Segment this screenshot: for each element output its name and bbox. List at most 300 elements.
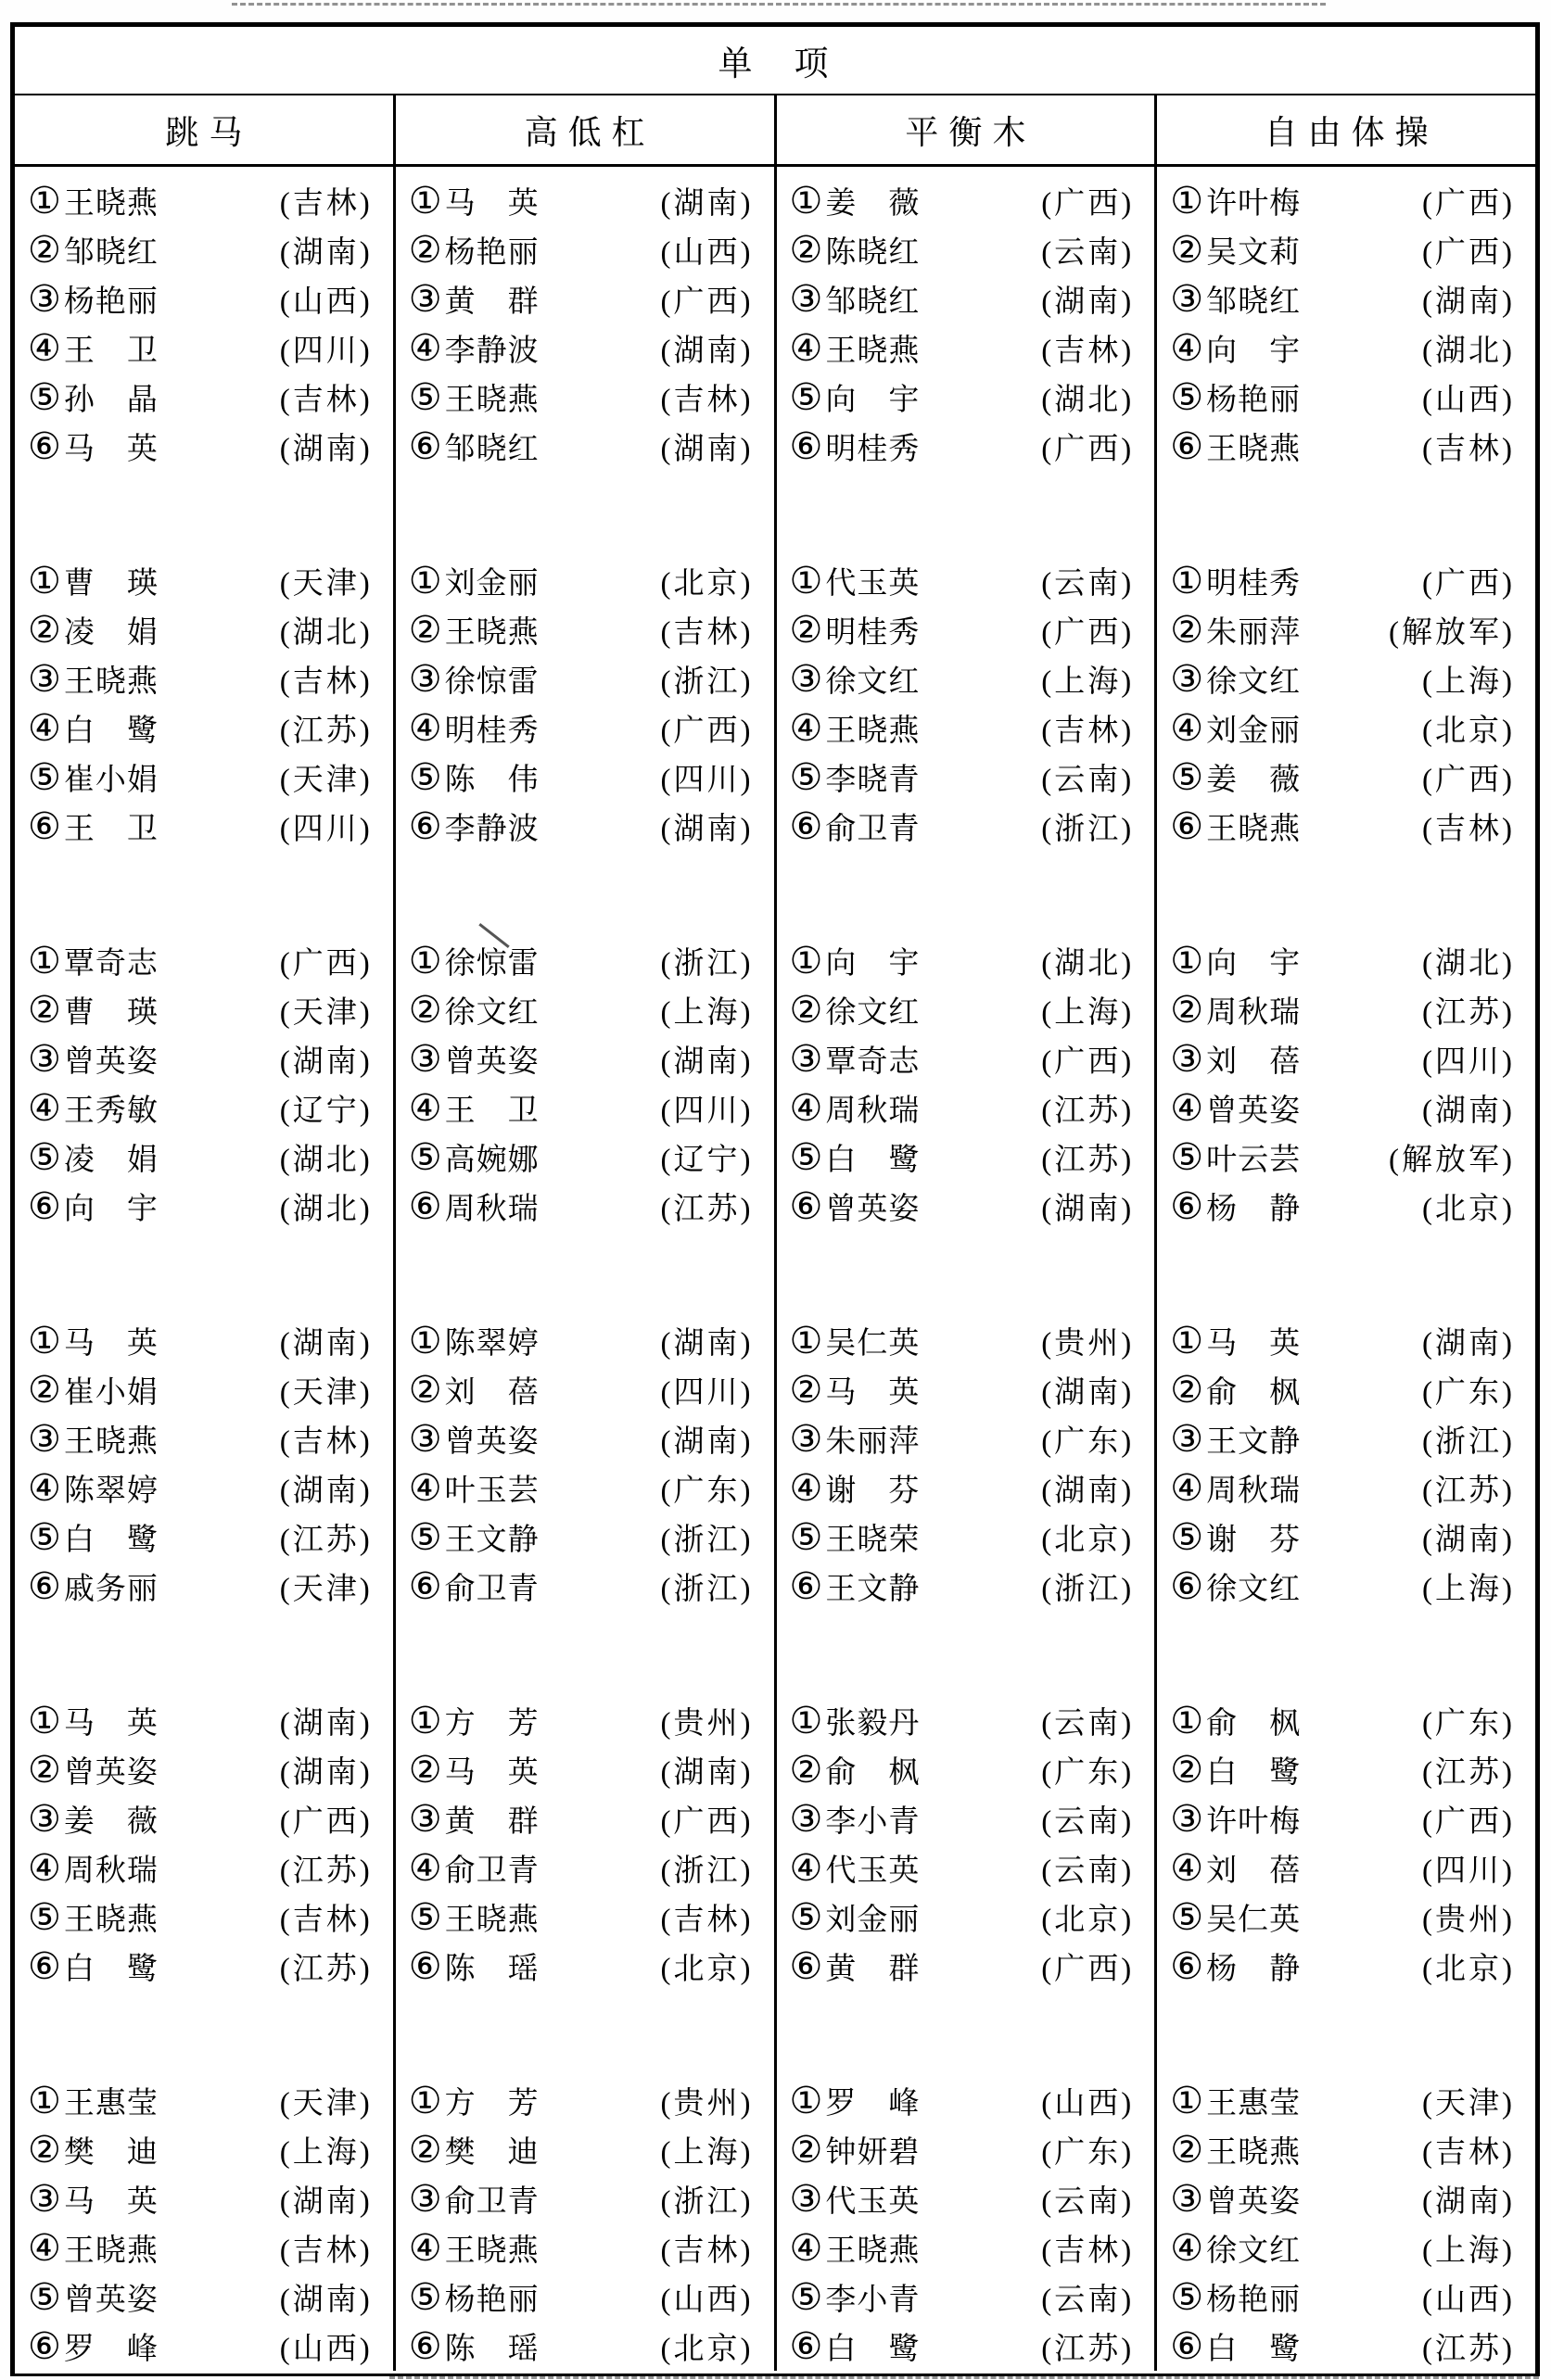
- athlete-team: (湖南): [279, 236, 373, 270]
- entry-row: [777, 556, 1155, 605]
- entry-rank-and-name: [1170, 1895, 1301, 1939]
- athlete-name: 白 鹭: [63, 1524, 159, 1557]
- athlete-team: (江苏): [1041, 1144, 1135, 1177]
- entry-row: [777, 1083, 1155, 1133]
- entry-row: [777, 753, 1155, 802]
- entry-rank-and-name: [790, 1895, 921, 1939]
- athlete-team: (北京): [1041, 1904, 1135, 1937]
- athlete-team: (湖南): [279, 433, 373, 466]
- rank-circled-number: ①: [28, 2079, 61, 2121]
- entry-group: [15, 176, 393, 471]
- rank-circled-number: ④: [28, 706, 61, 749]
- athlete-team: (广西): [1422, 236, 1515, 270]
- entry-row: [15, 176, 393, 225]
- entry-row: [396, 2272, 774, 2322]
- rank-circled-number: ①: [1170, 179, 1204, 222]
- entry-rank-and-name: [28, 2128, 159, 2171]
- athlete-team: (山西): [660, 236, 754, 270]
- entry-rank-and-name: [28, 1135, 159, 1179]
- rank-circled-number: ②: [28, 1748, 61, 1791]
- athlete-name: 徐文红: [444, 996, 540, 1030]
- athlete-name: 朱丽萍: [825, 1425, 921, 1459]
- entry-row: [1157, 274, 1535, 323]
- entry-row: [1157, 605, 1535, 654]
- athlete-team: (天津): [1422, 2087, 1515, 2120]
- entry-rank-and-name: [1170, 1846, 1301, 1890]
- entry-rank-and-name: [409, 2177, 540, 2221]
- athlete-name: 马 英: [444, 1756, 540, 1790]
- athlete-name: 方 芳: [444, 2087, 540, 2120]
- athlete-team: (湖北): [279, 616, 373, 650]
- rank-circled-number: ⑥: [789, 1944, 823, 1987]
- entry-rank-and-name: [409, 424, 540, 468]
- entry-row: [1157, 1133, 1535, 1182]
- entry-rank-and-name: [28, 1417, 159, 1461]
- athlete-name: 王 卫: [63, 813, 159, 846]
- entry-row: [777, 1942, 1155, 1991]
- athlete-name: 白 鹭: [63, 715, 159, 748]
- entry-row: [396, 802, 774, 851]
- athlete-team: (辽宁): [279, 1095, 373, 1128]
- athlete-team: (江苏): [1422, 996, 1515, 1030]
- entry-group: [396, 1696, 774, 1991]
- entry-rank-and-name: [409, 326, 540, 370]
- rank-circled-number: ④: [789, 706, 823, 749]
- entry-row: [1157, 2076, 1535, 2125]
- athlete-name: 白 鹭: [1206, 2333, 1302, 2366]
- athlete-name: 刘金丽: [1206, 715, 1302, 748]
- entry-row: [777, 2125, 1155, 2174]
- athlete-name: 周秋瑞: [825, 1095, 921, 1128]
- athlete-team: (广东): [1422, 1707, 1515, 1741]
- entry-rank-and-name: [28, 2177, 159, 2221]
- athlete-team: (上海): [1422, 665, 1515, 699]
- entry-rank-and-name: [1170, 424, 1301, 468]
- entry-rank-and-name: [1170, 2324, 1301, 2368]
- athlete-team: (湖南): [279, 1327, 373, 1361]
- athlete-name: 周秋瑞: [1206, 1475, 1302, 1508]
- athlete-name: 方 芳: [444, 1707, 540, 1741]
- athlete-name: 王晓燕: [63, 665, 159, 699]
- entry-row: [1157, 2223, 1535, 2272]
- entry-rank-and-name: [790, 559, 921, 602]
- entry-rank-and-name: [28, 2275, 159, 2319]
- entry-row: [15, 703, 393, 753]
- entry-rank-and-name: [409, 1368, 540, 1412]
- athlete-name: 俞 枫: [1206, 1376, 1302, 1410]
- rank-circled-number: ④: [789, 1846, 823, 1889]
- entry-row: [777, 176, 1155, 225]
- entry-rank-and-name: [1170, 326, 1301, 370]
- entry-row: [396, 323, 774, 373]
- entry-row: [396, 2125, 774, 2174]
- athlete-team: (湖南): [660, 187, 754, 221]
- entry-rank-and-name: [1170, 2226, 1301, 2270]
- athlete-team: (广东): [660, 1475, 754, 1508]
- rank-circled-number: ⑤: [789, 755, 823, 798]
- rank-circled-number: ⑥: [1170, 424, 1204, 467]
- athlete-team: (吉林): [1041, 715, 1135, 748]
- entry-rank-and-name: [790, 1699, 921, 1742]
- rank-circled-number: ⑤: [28, 1515, 61, 1558]
- athlete-name: 陈 伟: [444, 764, 540, 797]
- rank-circled-number: ③: [1170, 2177, 1204, 2220]
- entry-rank-and-name: [790, 2275, 921, 2319]
- entry-rank-and-name: [409, 559, 540, 602]
- entry-row: [777, 1843, 1155, 1893]
- athlete-team: (云南): [1041, 1707, 1135, 1741]
- entry-row: [396, 2322, 774, 2371]
- athlete-team: (广西): [1041, 433, 1135, 466]
- athlete-name: 陈翠婷: [444, 1327, 540, 1361]
- rank-circled-number: ③: [408, 1417, 442, 1460]
- athlete-name: 邹晓红: [63, 236, 159, 270]
- athlete-team: (山西): [279, 2333, 373, 2366]
- entry-row: [396, 274, 774, 323]
- entry-rank-and-name: [28, 706, 159, 750]
- entry-rank-and-name: [409, 1797, 540, 1841]
- rank-circled-number: ⑥: [408, 424, 442, 467]
- athlete-team: (四川): [279, 813, 373, 846]
- rank-circled-number: ④: [408, 326, 442, 369]
- scan-edge-artifact-top: [232, 3, 1326, 6]
- athlete-name: 徐文红: [825, 996, 921, 1030]
- entry-rank-and-name: [28, 277, 159, 321]
- athlete-team: (江苏): [279, 1855, 373, 1888]
- entry-row: [396, 2223, 774, 2272]
- entry-rank-and-name: [409, 939, 540, 982]
- athlete-name: 刘 蓓: [1206, 1045, 1302, 1079]
- entry-rank-and-name: [28, 755, 159, 799]
- entry-rank-and-name: [28, 1748, 159, 1791]
- rank-circled-number: ⑤: [28, 2275, 61, 2318]
- athlete-team: (上海): [1422, 2234, 1515, 2268]
- athlete-name: 邹晓红: [825, 285, 921, 319]
- rank-circled-number: ⑤: [28, 755, 61, 798]
- entry-row: [396, 654, 774, 703]
- athlete-name: 崔小娟: [63, 1376, 159, 1410]
- athlete-team: (云南): [1041, 1855, 1135, 1888]
- entry-row: [777, 2322, 1155, 2371]
- entry-rank-and-name: [28, 2079, 159, 2122]
- entry-row: [15, 1843, 393, 1893]
- entry-rank-and-name: [1170, 2128, 1301, 2171]
- athlete-name: 戚务丽: [63, 1573, 159, 1606]
- athlete-team: (天津): [279, 1573, 373, 1606]
- athlete-name: 姜 薇: [825, 187, 921, 221]
- athlete-name: 马 英: [444, 187, 540, 221]
- athlete-name: 王文静: [444, 1524, 540, 1557]
- entry-row: [1157, 373, 1535, 422]
- rank-circled-number: ④: [408, 706, 442, 749]
- athlete-name: 俞卫青: [444, 2185, 540, 2219]
- athlete-name: 覃奇志: [63, 947, 159, 981]
- entry-row: [396, 985, 774, 1034]
- entry-row: [15, 1365, 393, 1414]
- athlete-name: 李静波: [444, 813, 540, 846]
- athlete-name: 凌 娟: [63, 1144, 159, 1177]
- athlete-team: (广西): [1041, 616, 1135, 650]
- athlete-name: 王晓燕: [63, 1904, 159, 1937]
- entry-row: [777, 985, 1155, 1034]
- athlete-team: (吉林): [660, 2234, 754, 2268]
- athlete-name: 姜 薇: [1206, 764, 1302, 797]
- rank-circled-number: ④: [28, 1466, 61, 1509]
- athlete-name: 樊 迪: [63, 2136, 159, 2170]
- entry-rank-and-name: [790, 1466, 921, 1510]
- athlete-team: (解放军): [1389, 616, 1515, 650]
- entry-row: [777, 1562, 1155, 1611]
- entry-rank-and-name: [409, 2226, 540, 2270]
- event-column-vault: [15, 167, 396, 2371]
- entry-row: [15, 373, 393, 422]
- entry-rank-and-name: [409, 755, 540, 799]
- entry-rank-and-name: [790, 755, 921, 799]
- athlete-name: 曹 瑛: [63, 996, 159, 1030]
- athlete-team: (湖北): [1041, 947, 1135, 981]
- athlete-name: 王晓燕: [444, 1904, 540, 1937]
- athlete-name: 徐文红: [1206, 665, 1302, 699]
- entry-group: [777, 1696, 1155, 1991]
- entry-row: [1157, 323, 1535, 373]
- entry-rank-and-name: [28, 608, 159, 652]
- athlete-name: 杨艳丽: [63, 285, 159, 319]
- athlete-team: (北京): [1422, 1193, 1515, 1226]
- entry-rank-and-name: [1170, 1135, 1301, 1179]
- column-header-uneven-bars: 高低杠: [396, 95, 777, 164]
- athlete-team: (湖北): [279, 1144, 373, 1177]
- rank-circled-number: ④: [1170, 2226, 1204, 2269]
- rank-circled-number: ④: [408, 1846, 442, 1889]
- athlete-name: 王晓燕: [825, 2234, 921, 2268]
- entry-group: [777, 936, 1155, 1231]
- rank-circled-number: ③: [789, 1037, 823, 1080]
- entry-row: [15, 936, 393, 985]
- athlete-name: 王晓燕: [444, 616, 540, 650]
- individual-events-table: [10, 22, 1540, 2376]
- entry-rank-and-name: [28, 179, 159, 222]
- athlete-team: (广东): [1041, 1756, 1135, 1790]
- entry-group: [777, 556, 1155, 851]
- athlete-team: (吉林): [279, 665, 373, 699]
- athlete-name: 马 英: [63, 1707, 159, 1741]
- entry-row: [396, 1083, 774, 1133]
- rank-circled-number: ⑤: [1170, 755, 1204, 798]
- athlete-team: (吉林): [1422, 433, 1515, 466]
- athlete-team: (四川): [660, 1376, 754, 1410]
- athlete-team: (湖南): [279, 1707, 373, 1741]
- entry-row: [1157, 802, 1535, 851]
- athlete-team: (浙江): [660, 1855, 754, 1888]
- entry-row: [15, 2174, 393, 2223]
- entry-row: [15, 1034, 393, 1083]
- entry-rank-and-name: [790, 657, 921, 701]
- entry-row: [1157, 1365, 1535, 1414]
- athlete-name: 刘金丽: [825, 1904, 921, 1937]
- athlete-name: 俞 枫: [1206, 1707, 1302, 1741]
- entry-rank-and-name: [409, 2275, 540, 2319]
- entry-rank-and-name: [790, 228, 921, 272]
- entry-row: [15, 1745, 393, 1794]
- rank-circled-number: ⑥: [28, 1564, 61, 1607]
- rank-circled-number: ④: [1170, 326, 1204, 369]
- athlete-name: 王晓燕: [444, 384, 540, 417]
- rank-circled-number: ②: [28, 1368, 61, 1411]
- athlete-name: 黄 群: [444, 1805, 540, 1839]
- entry-rank-and-name: [409, 706, 540, 750]
- athlete-team: (山西): [1422, 2284, 1515, 2317]
- athlete-team: (江苏): [1041, 2333, 1135, 2366]
- rank-circled-number: ③: [408, 2177, 442, 2220]
- entry-group: [396, 176, 774, 471]
- rank-circled-number: ③: [789, 277, 823, 320]
- athlete-name: 陈晓红: [825, 236, 921, 270]
- rank-circled-number: ④: [789, 2226, 823, 2269]
- entry-rank-and-name: [409, 2128, 540, 2171]
- athlete-team: (广西): [1422, 1805, 1515, 1839]
- athlete-team: (湖南): [1041, 1376, 1135, 1410]
- athlete-team: (江苏): [1041, 1095, 1135, 1128]
- entry-rank-and-name: [790, 179, 921, 222]
- athlete-name: 罗 峰: [63, 2333, 159, 2366]
- entry-group: [15, 1316, 393, 1611]
- athlete-team: (湖南): [279, 1756, 373, 1790]
- athlete-name: 向 宇: [825, 384, 921, 417]
- rank-circled-number: ①: [28, 1699, 61, 1741]
- athlete-name: 崔小娟: [63, 764, 159, 797]
- athlete-name: 俞卫青: [444, 1573, 540, 1606]
- entry-rank-and-name: [790, 2177, 921, 2221]
- entry-rank-and-name: [409, 1086, 540, 1130]
- entry-group: [777, 1316, 1155, 1611]
- athlete-team: (四川): [660, 1095, 754, 1128]
- entry-rank-and-name: [1170, 755, 1301, 799]
- event-column-floor-exercise: [1157, 167, 1535, 2371]
- athlete-team: (吉林): [660, 616, 754, 650]
- athlete-team: (广东): [1041, 1425, 1135, 1459]
- entry-rank-and-name: [409, 1417, 540, 1461]
- rank-circled-number: ①: [789, 939, 823, 981]
- entry-row: [1157, 1562, 1535, 1611]
- athlete-team: (广东): [1041, 2136, 1135, 2170]
- entry-group: [15, 1696, 393, 1991]
- entry-rank-and-name: [1170, 1466, 1301, 1510]
- rank-circled-number: ①: [1170, 939, 1204, 981]
- athlete-team: (山西): [1422, 384, 1515, 417]
- rank-circled-number: ⑥: [1170, 1564, 1204, 1607]
- athlete-team: (湖南): [660, 335, 754, 368]
- athlete-team: (吉林): [279, 1904, 373, 1937]
- entry-row: [777, 323, 1155, 373]
- athlete-team: (吉林): [1422, 813, 1515, 846]
- rank-circled-number: ⑤: [408, 2275, 442, 2318]
- athlete-team: (山西): [1041, 2087, 1135, 2120]
- entry-rank-and-name: [409, 1564, 540, 1608]
- entry-row: [15, 2272, 393, 2322]
- entry-row: [777, 1034, 1155, 1083]
- athlete-name: 罗 峰: [825, 2087, 921, 2120]
- entry-row: [15, 556, 393, 605]
- entry-group: [15, 556, 393, 851]
- entry-row: [1157, 225, 1535, 274]
- entry-rank-and-name: [409, 1699, 540, 1742]
- rank-circled-number: ③: [1170, 1417, 1204, 1460]
- athlete-name: 杨艳丽: [1206, 384, 1302, 417]
- rank-circled-number: ②: [1170, 608, 1204, 651]
- entry-row: [15, 274, 393, 323]
- entry-row: [15, 1794, 393, 1843]
- entry-rank-and-name: [790, 326, 921, 370]
- athlete-team: (山西): [660, 2284, 754, 2317]
- entry-row: [15, 1414, 393, 1463]
- rank-circled-number: ⑤: [28, 375, 61, 418]
- entry-rank-and-name: [1170, 1944, 1301, 1988]
- entry-row: [396, 753, 774, 802]
- rank-circled-number: ⑥: [408, 1944, 442, 1987]
- athlete-team: (天津): [279, 2087, 373, 2120]
- entry-row: [1157, 1942, 1535, 1991]
- entry-row: [396, 1414, 774, 1463]
- athlete-team: (湖南): [279, 1045, 373, 1079]
- athlete-name: 杨艳丽: [1206, 2284, 1302, 2317]
- rank-circled-number: ⑥: [408, 1184, 442, 1227]
- entry-rank-and-name: [790, 1086, 921, 1130]
- entry-row: [1157, 556, 1535, 605]
- athlete-name: 代玉英: [825, 1855, 921, 1888]
- rank-circled-number: ⑥: [408, 804, 442, 847]
- entry-row: [15, 1182, 393, 1231]
- rank-circled-number: ③: [408, 277, 442, 320]
- athlete-name: 徐惊雷: [444, 947, 540, 981]
- entry-rank-and-name: [790, 424, 921, 468]
- entry-row: [15, 1893, 393, 1942]
- athlete-team: (湖北): [1422, 335, 1515, 368]
- entry-row: [777, 1365, 1155, 1414]
- rank-circled-number: ④: [408, 2226, 442, 2269]
- rank-circled-number: ③: [789, 657, 823, 700]
- athlete-name: 黄 群: [825, 1953, 921, 1986]
- athlete-name: 覃奇志: [825, 1045, 921, 1079]
- rank-circled-number: ⑤: [789, 375, 823, 418]
- entry-rank-and-name: [790, 1944, 921, 1988]
- athlete-team: (吉林): [660, 384, 754, 417]
- athlete-name: 代玉英: [825, 567, 921, 601]
- entry-row: [1157, 1182, 1535, 1231]
- entry-row: [777, 2076, 1155, 2125]
- athlete-name: 徐文红: [1206, 1573, 1302, 1606]
- rank-circled-number: ③: [408, 657, 442, 700]
- rank-circled-number: ⑤: [789, 1135, 823, 1178]
- entry-rank-and-name: [409, 179, 540, 222]
- athlete-team: (湖南): [1422, 285, 1515, 319]
- entry-row: [777, 1893, 1155, 1942]
- athlete-team: (广西): [660, 715, 754, 748]
- entry-row: [777, 1133, 1155, 1182]
- entry-rank-and-name: [409, 1846, 540, 1890]
- entry-rank-and-name: [28, 1515, 159, 1559]
- rank-circled-number: ④: [408, 1086, 442, 1129]
- athlete-name: 曾英姿: [444, 1425, 540, 1459]
- rank-circled-number: ③: [408, 1797, 442, 1840]
- athlete-name: 许叶梅: [1206, 187, 1302, 221]
- athlete-name: 白 鹭: [825, 1144, 921, 1177]
- entry-rank-and-name: [409, 1895, 540, 1939]
- rank-circled-number: ③: [28, 657, 61, 700]
- entry-rank-and-name: [1170, 804, 1301, 848]
- entry-row: [396, 1133, 774, 1182]
- athlete-team: (解放军): [1389, 1144, 1515, 1177]
- rank-circled-number: ④: [28, 326, 61, 369]
